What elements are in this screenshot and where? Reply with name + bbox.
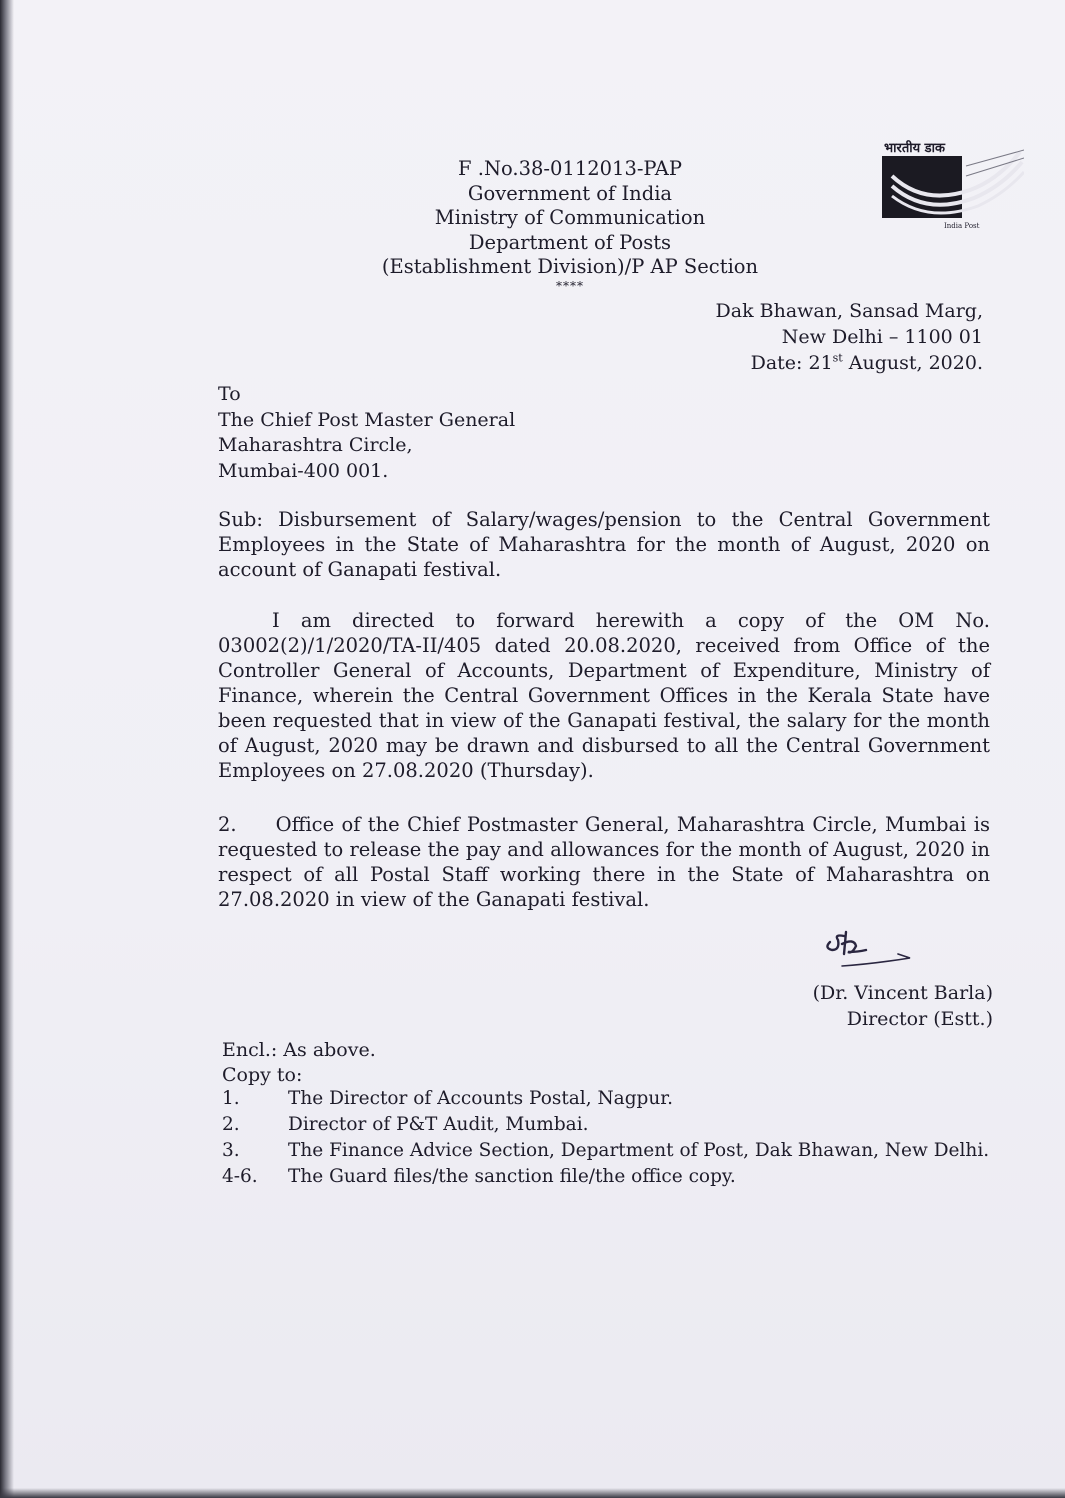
- scan-bottom-shadow: [0, 1488, 1065, 1498]
- address-line-1: Dak Bhawan, Sansad Marg,: [715, 300, 983, 322]
- letter-header: [360, 157, 780, 292]
- list-item-text: The Guard files/the sanction file/the office copy.: [288, 1166, 736, 1187]
- signatory-designation: Director (Estt.): [846, 1008, 993, 1030]
- body-paragraph-2: [218, 812, 990, 912]
- enclosure-block: [222, 1038, 376, 1088]
- list-item: [222, 1138, 989, 1164]
- list-item-number: 1.: [222, 1088, 240, 1109]
- subject-text: Sub: Disbursement of Salary/wages/pension to the Central Government Employees in the State of Maharashtra for the month of August, 2020 on account of Ganapati festival.: [218, 508, 990, 581]
- paragraph-1-text: I am directed to forward herewith a copy of the OM No. 03002(2)/1/2020/TA-II/405 dated 20.08.2020, received from Office of the Controller General of Accounts, Department of Expenditure, Ministry of Finance, wherein the Central Government Offices in the Kerala State have been requested that in view of the Ganapati festival, the salary for the month of August, 2020 may be drawn and disbursed to all the Central Government Employees on 27.08.2020 (Thursday).: [218, 609, 990, 782]
- letter-date: [716, 350, 983, 376]
- signatory-name: (Dr. Vincent Barla): [812, 982, 993, 1004]
- paragraph-2-text: 2. Office of the Chief Postmaster General, Maharashtra Circle, Mumbai is requested to release the pay and allowances for the month of August, 2020 in respect of all Postal Staff working there in the State of Maharashtra on 27.08.2020 in view of the Ganapati festival.: [218, 813, 990, 911]
- copy-to-list: [222, 1086, 989, 1190]
- to-label: To: [218, 383, 241, 405]
- date-month-year: August, 2020.: [842, 352, 983, 374]
- header-stars: ****: [556, 278, 584, 293]
- ministry-name: Ministry of Communication: [434, 206, 706, 230]
- list-item: [222, 1086, 989, 1112]
- government-name: Government of India: [467, 181, 673, 205]
- file-number: F .No.38-0112013-PAP: [458, 157, 682, 180]
- list-item-text: The Finance Advice Section, Department of Post, Dak Bhawan, New Delhi.: [288, 1140, 990, 1161]
- section-name: (Establishment Division)/P AP Section: [381, 255, 759, 279]
- list-item: [222, 1164, 989, 1190]
- list-item-text: The Director of Accounts Postal, Nagpur.: [288, 1088, 673, 1109]
- body-paragraph-1: [218, 608, 990, 783]
- enclosure-text: Encl.: As above.: [222, 1039, 376, 1061]
- copy-to-label: Copy to:: [222, 1064, 303, 1086]
- address-line-2: New Delhi – 1100 01: [781, 326, 983, 348]
- scan-edge-shadow: [0, 0, 14, 1498]
- recipient-block: [218, 382, 515, 484]
- list-item: [222, 1112, 989, 1138]
- department-name: Department of Posts: [468, 230, 672, 254]
- list-item-text: Director of P&T Audit, Mumbai.: [288, 1114, 589, 1135]
- handwritten-signature: [822, 928, 912, 973]
- date-prefix: Date: 21: [750, 352, 833, 374]
- recipient-line-2: Maharashtra Circle,: [218, 434, 413, 456]
- logo-caption: India Post: [944, 222, 980, 230]
- sender-address: [716, 298, 983, 376]
- signature-block: [813, 980, 993, 1032]
- recipient-line-1: The Chief Post Master General: [218, 408, 516, 431]
- date-suffix-sup: st: [832, 351, 843, 365]
- logo-hindi-text: भारतीय डाक: [884, 141, 945, 156]
- subject-paragraph: [218, 507, 990, 582]
- list-item-number: 4-6.: [222, 1166, 258, 1187]
- logo-envelope-icon: [878, 146, 1024, 226]
- recipient-line-3: Mumbai-400 001.: [218, 459, 389, 482]
- india-post-logo: [878, 138, 1024, 238]
- list-item-number: 2.: [222, 1114, 240, 1135]
- list-item-number: 3.: [222, 1140, 240, 1161]
